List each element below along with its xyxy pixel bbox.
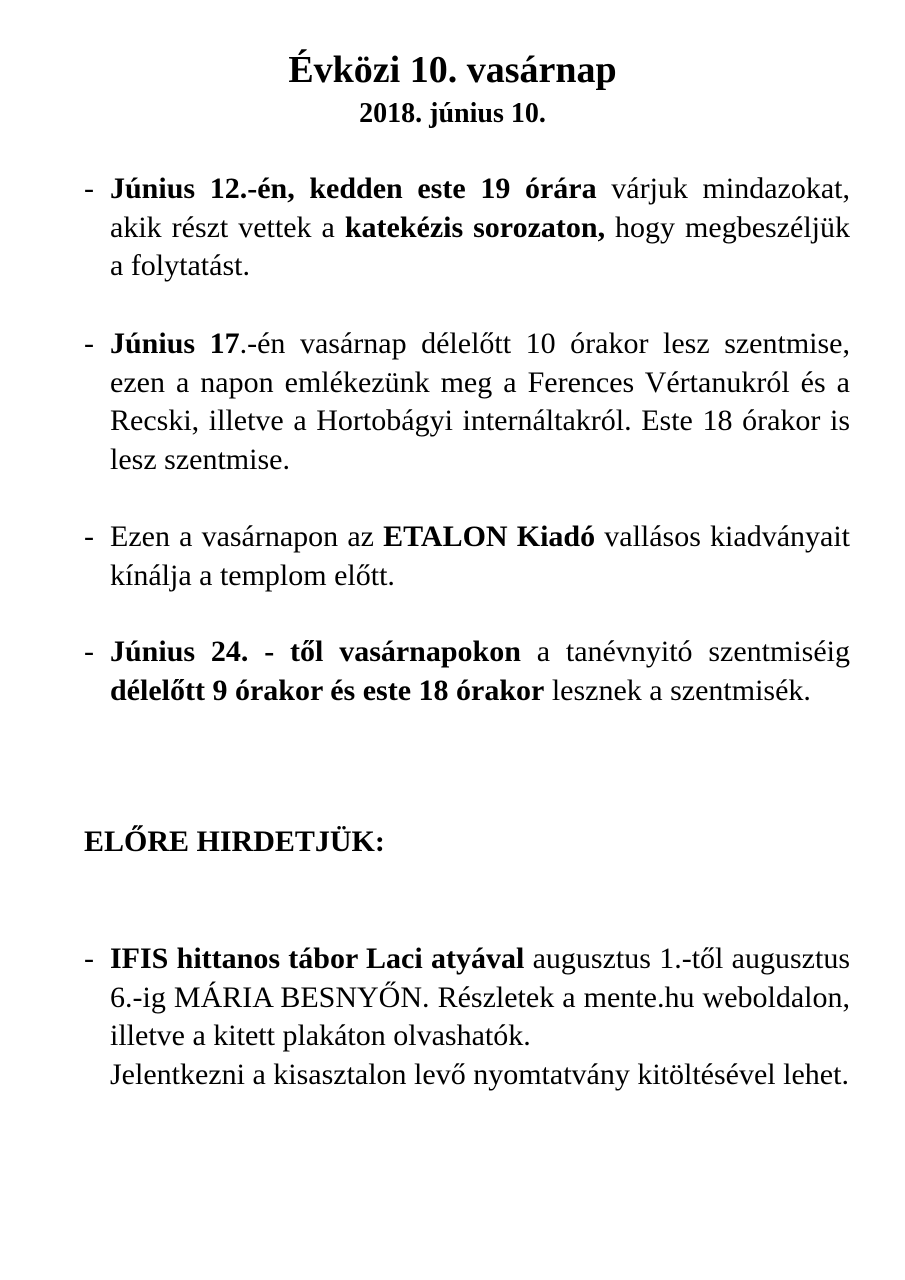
text-segment: ETALON Kiadó (383, 520, 596, 553)
announcement-item (84, 325, 850, 479)
text-segment: IFIS hittanos tábor Laci atyával (110, 942, 525, 975)
text-segment: .-én vasárnap délelőtt 10 órakor lesz szentmise, ezen a napon emlékezünk meg a Ferences Vértanukról és a Recski, illetve a Hortobágyi internáltakról. Este 18 órakor is lesz szentmise. (110, 327, 850, 476)
text-segment: hogy megbeszéljük a folytatást. (110, 210, 850, 282)
announcement-text (110, 940, 850, 1056)
announcement-item (84, 518, 850, 595)
text-segment: várjuk mindazokat, akik részt vettek a (110, 172, 851, 244)
announcement-text (110, 325, 850, 479)
announcement-text (110, 170, 850, 286)
text-segment: augusztus 1.-től augusztus 6.-ig MÁRIA BESNYŐN. Részletek a mente.hu weboldalon, illetve a kitett plakáton olvashatók. (110, 942, 850, 1052)
section-heading: ELŐRE HIRDETJÜK: (84, 825, 385, 858)
text-segment: Ezen a vasárnapon az (110, 520, 384, 553)
bullet-dash: - (84, 327, 94, 360)
page-date: 2018. június 10. (359, 98, 546, 129)
text-segment: vallásos kiadványait kínálja a templom előtt. (110, 520, 851, 592)
text-segment: délelőtt 9 órakor és este 18 órakor (110, 673, 545, 707)
text-segment: Június 17 (110, 327, 240, 360)
text-segment: katekézis sorozaton, (344, 210, 606, 244)
bullet-dash: - (84, 942, 94, 975)
text-segment: Június 12.-én, kedden este 19 órára (110, 172, 597, 205)
announcement-text (110, 518, 850, 595)
announcement-item (84, 633, 850, 710)
announcement-continuation: Jelentkezni a kisasztalon levő nyomtatvány kitöltésével lehet. (110, 1057, 849, 1091)
upcoming-item (84, 940, 850, 1094)
bullet-dash: - (84, 520, 94, 553)
text-segment: Június 24. - től vasárnapokon (110, 635, 521, 668)
bullet-dash: - (84, 172, 94, 205)
page-title: Évközi 10. vasárnap (288, 49, 617, 91)
announcement-text (110, 633, 850, 710)
bullet-dash: - (84, 635, 94, 668)
announcement-item (84, 170, 850, 286)
text-segment: a tanévnyitó szentmiséig (520, 635, 850, 668)
text-segment: lesznek a szentmisék. (544, 673, 811, 707)
